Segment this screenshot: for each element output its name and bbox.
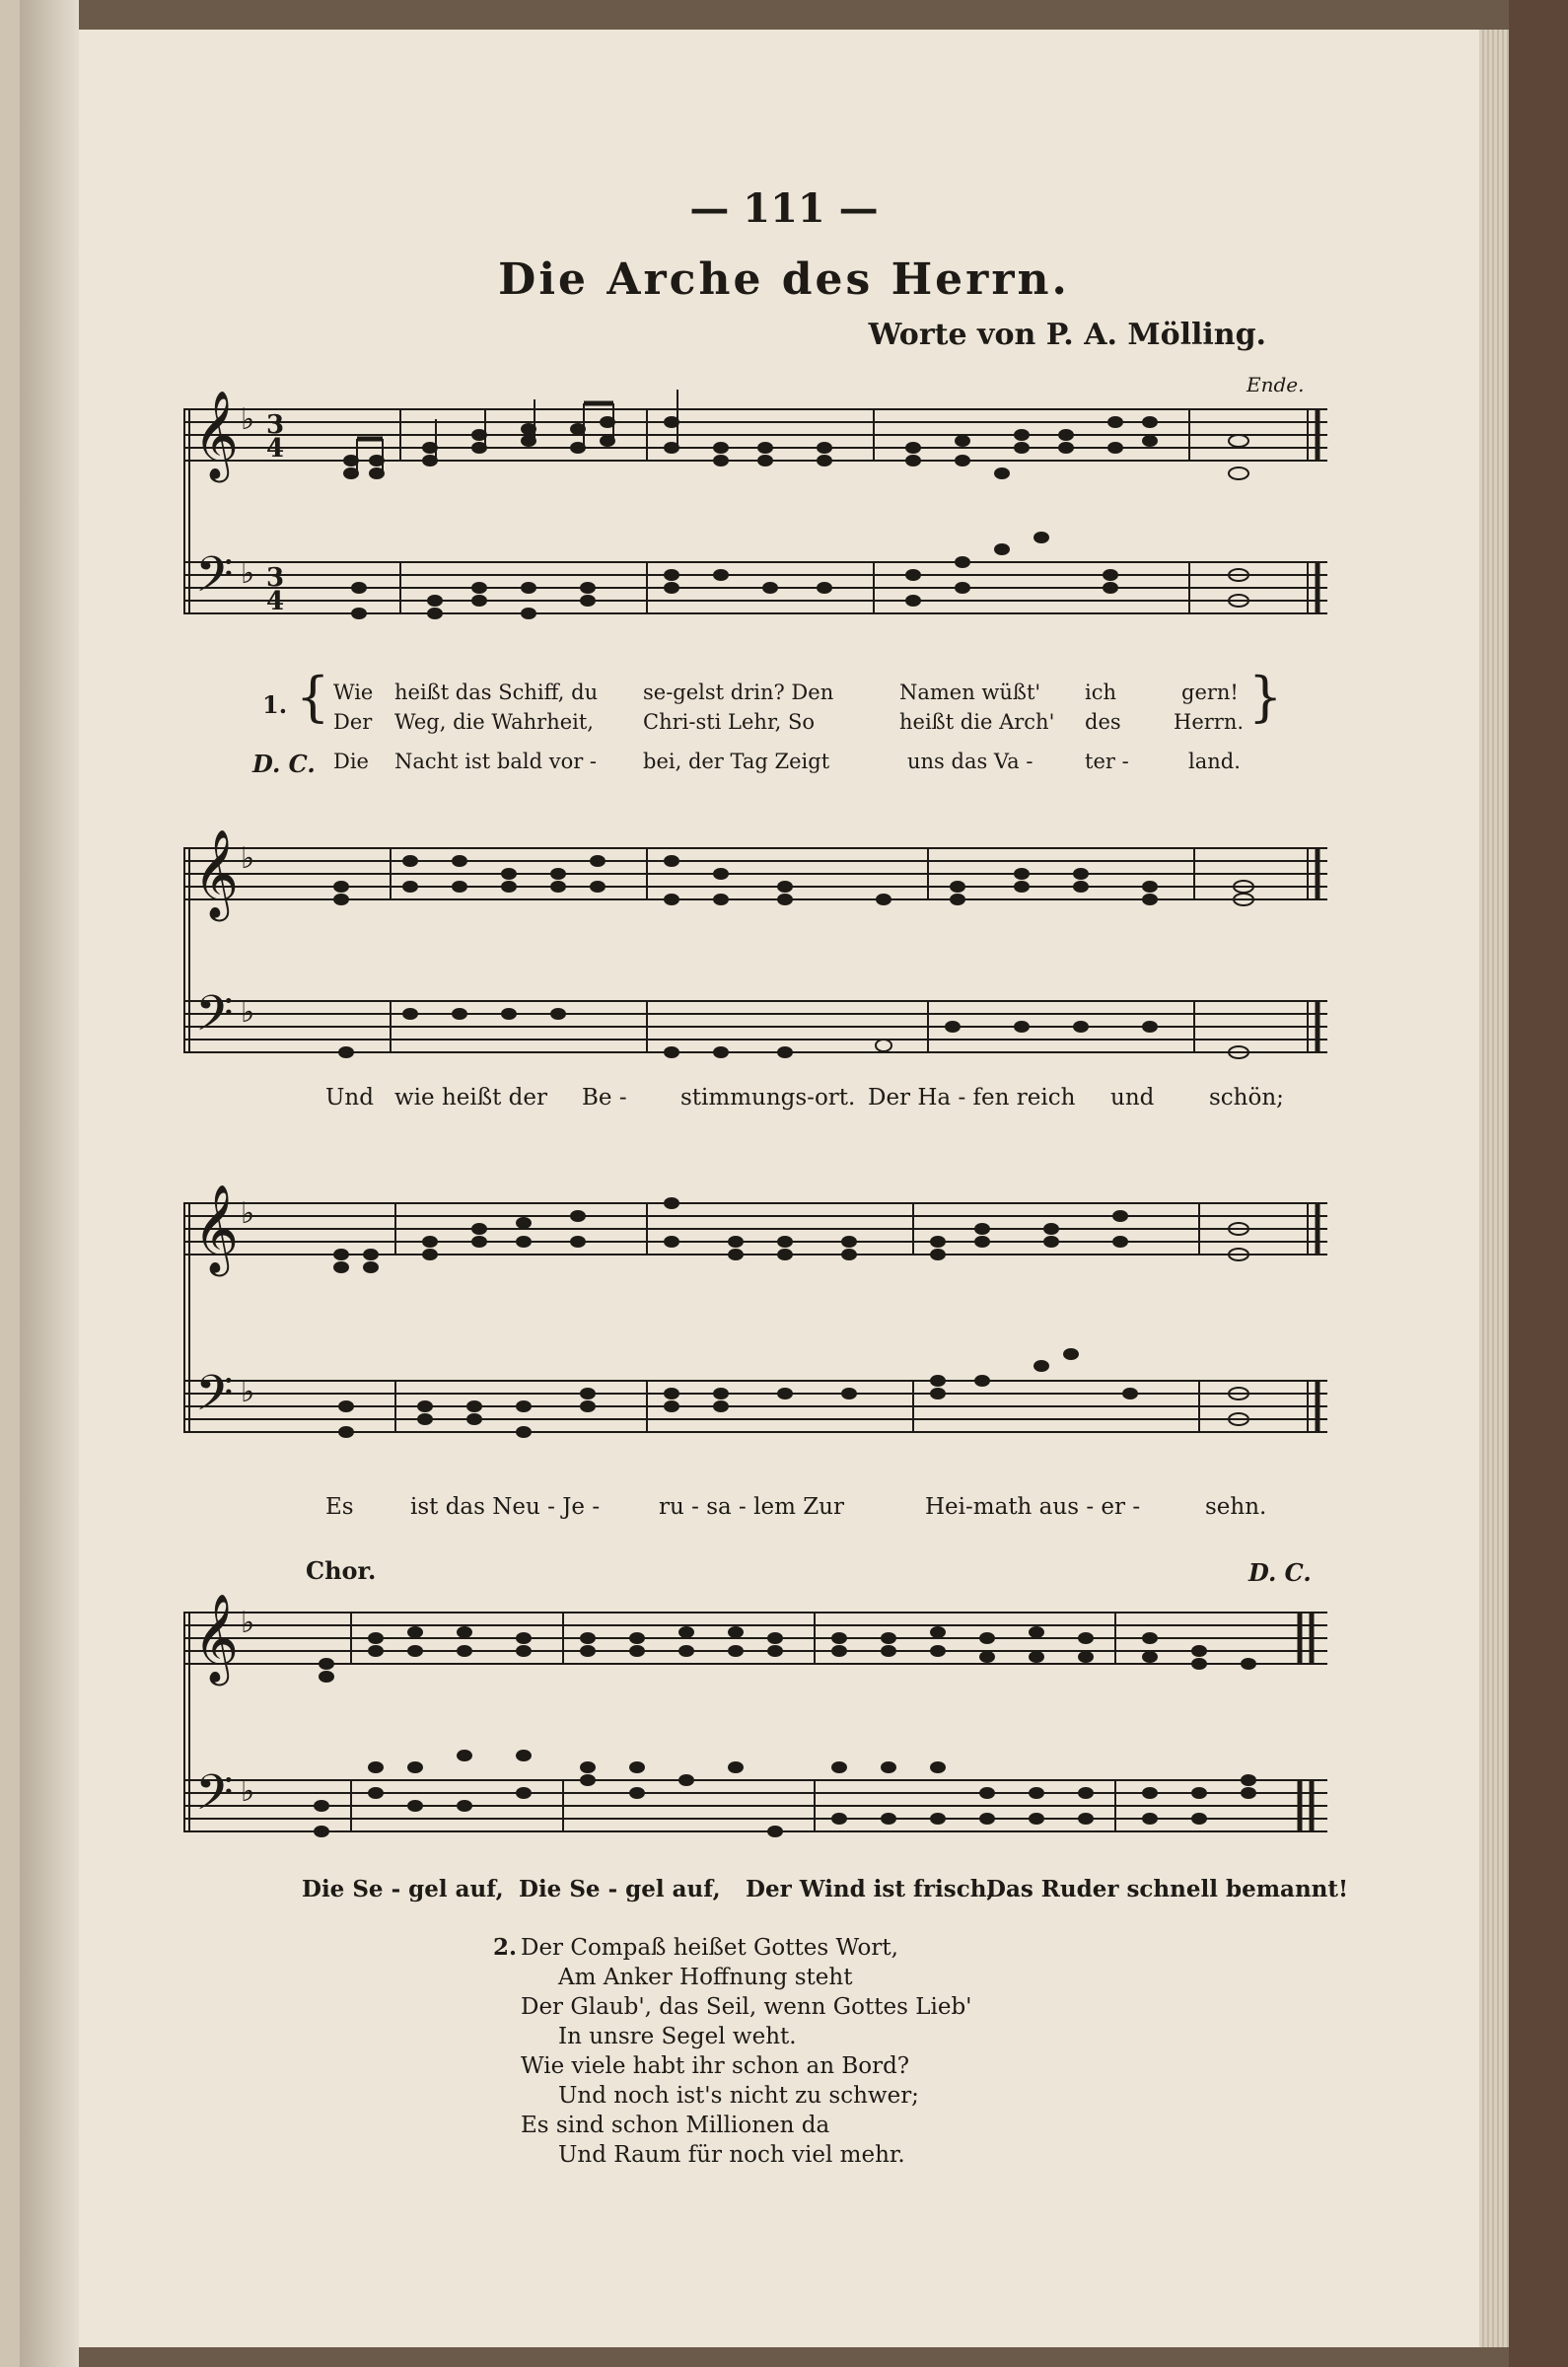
lyric-1a-3: se-gelst drin? Den bbox=[643, 681, 834, 704]
lyric-3-4: Hei-math aus - er - bbox=[925, 1494, 1141, 1520]
svg-text:𝄢: 𝄢 bbox=[195, 985, 234, 1054]
lyric-1c-2: Nacht ist bald vor - bbox=[394, 750, 598, 773]
music-system-3 bbox=[183, 1169, 1327, 1465]
bass-clef: 𝄢 bbox=[195, 546, 234, 615]
svg-text:𝄞: 𝄞 bbox=[193, 829, 240, 918]
lyric-1c-4: uns das Va - bbox=[907, 750, 1033, 773]
svg-text:♭: ♭ bbox=[241, 1196, 255, 1231]
verse-2-line-6: Und noch ist's nicht zu schwer; bbox=[558, 2083, 919, 2109]
verse-2-line-1: Der Compaß heißet Gottes Wort, bbox=[521, 1935, 898, 1961]
lyric-1a-1: Wie bbox=[333, 681, 374, 704]
lyric-1c-1: Die bbox=[333, 750, 369, 773]
lyric-1c-3: bei, der Tag Zeigt bbox=[643, 750, 830, 773]
song-title: Die Arche des Herrn. bbox=[498, 254, 1070, 305]
music-system-4 bbox=[183, 1578, 1327, 1874]
lyric-chor-2: Die Se - gel auf, bbox=[519, 1876, 721, 1902]
svg-text:𝄞: 𝄞 bbox=[193, 1594, 240, 1683]
lyric-3-3: ru - sa - lem Zur bbox=[659, 1494, 844, 1520]
svg-text:♭: ♭ bbox=[241, 1774, 255, 1809]
lyric-1c-5: ter - bbox=[1085, 750, 1129, 773]
lyric-2-1: Und bbox=[325, 1085, 374, 1111]
page-number: — 111 — bbox=[689, 185, 879, 232]
svg-text:𝄢: 𝄢 bbox=[195, 1365, 234, 1434]
lyric-1b-5: des bbox=[1085, 710, 1121, 734]
lyric-2-7: schön; bbox=[1209, 1085, 1284, 1111]
lyric-2-4: stimmungs-ort. bbox=[680, 1085, 856, 1111]
lyric-chor-3: Der Wind ist frisch, bbox=[746, 1876, 995, 1902]
lyric-2-6: und bbox=[1110, 1085, 1155, 1111]
music-system-2 bbox=[183, 819, 1327, 1075]
right-brace: } bbox=[1248, 666, 1283, 728]
lyric-1c-6: land. bbox=[1188, 750, 1241, 773]
lyric-1a-5: ich bbox=[1085, 681, 1117, 704]
svg-text:4: 4 bbox=[266, 434, 285, 464]
verse-2-line-2: Am Anker Hoffnung steht bbox=[558, 1965, 853, 1990]
spine-shadow bbox=[20, 0, 79, 2367]
verse-number-1: 1. bbox=[262, 690, 288, 719]
svg-text:♭: ♭ bbox=[241, 841, 255, 876]
lyric-3-2: ist das Neu - Je - bbox=[410, 1494, 601, 1520]
lyric-chor-4: Das Ruder schnell bemannt! bbox=[986, 1876, 1349, 1902]
lyric-1a-2: heißt das Schiff, du bbox=[394, 681, 599, 704]
lyric-1b-3: Chri-sti Lehr, So bbox=[643, 710, 816, 734]
lyric-2-5: Der Ha - fen reich bbox=[868, 1085, 1076, 1111]
svg-text:♭: ♭ bbox=[241, 1375, 255, 1409]
treble-clef: 𝄞 bbox=[193, 391, 240, 479]
lyric-2-2: wie heißt der bbox=[394, 1085, 547, 1111]
lyric-1a-4: Namen wüßt' bbox=[899, 681, 1041, 704]
verse-2-number: 2. bbox=[493, 1934, 518, 1961]
lyric-1b-6: Herrn. bbox=[1174, 710, 1245, 734]
svg-text:♭: ♭ bbox=[241, 556, 255, 591]
lyric-1a-6: gern! bbox=[1181, 681, 1239, 704]
svg-text:♭: ♭ bbox=[241, 402, 255, 437]
verse-2-line-8: Und Raum für noch viel mehr. bbox=[558, 2142, 905, 2168]
lyric-1b-1: Der bbox=[333, 710, 373, 734]
dc-label-chor: D. C. bbox=[1248, 1558, 1312, 1587]
chor-label: Chor. bbox=[306, 1556, 377, 1585]
svg-text:4: 4 bbox=[266, 587, 285, 616]
treble-staff bbox=[183, 409, 1327, 461]
lyric-3-1: Es bbox=[325, 1494, 354, 1520]
svg-text:♭: ♭ bbox=[241, 995, 255, 1030]
verse-2-line-7: Es sind schon Millionen da bbox=[521, 2113, 830, 2138]
svg-text:𝄢: 𝄢 bbox=[195, 1764, 234, 1833]
svg-text:𝄞: 𝄞 bbox=[193, 1184, 240, 1273]
lyric-chor-1: Die Se - gel auf, bbox=[302, 1876, 504, 1902]
lyricist-credit: Worte von P. A. Mölling. bbox=[868, 318, 1266, 352]
verse-2-line-5: Wie viele habt ihr schon an Bord? bbox=[521, 2053, 910, 2079]
music-system-1 bbox=[183, 390, 1327, 671]
svg-text:♭: ♭ bbox=[241, 1606, 255, 1640]
notes bbox=[344, 390, 1248, 618]
svg-text:3: 3 bbox=[266, 410, 285, 440]
verse-2-line-4: In unsre Segel weht. bbox=[558, 2024, 797, 2049]
ende-mark: Ende. bbox=[1247, 373, 1305, 396]
dc-label-1: D. C. bbox=[252, 750, 316, 778]
svg-text:3: 3 bbox=[266, 563, 285, 593]
lyric-2-3: Be - bbox=[582, 1085, 627, 1111]
lyric-3-5: sehn. bbox=[1205, 1494, 1267, 1520]
lyric-1b-2: Weg, die Wahrheit, bbox=[394, 710, 594, 734]
verse-2-line-3: Der Glaub', das Seil, wenn Gottes Lieb' bbox=[521, 1994, 972, 2020]
left-brace: { bbox=[296, 666, 330, 728]
book-binding bbox=[1509, 0, 1568, 2367]
lyric-1b-4: heißt die Arch' bbox=[899, 710, 1055, 734]
